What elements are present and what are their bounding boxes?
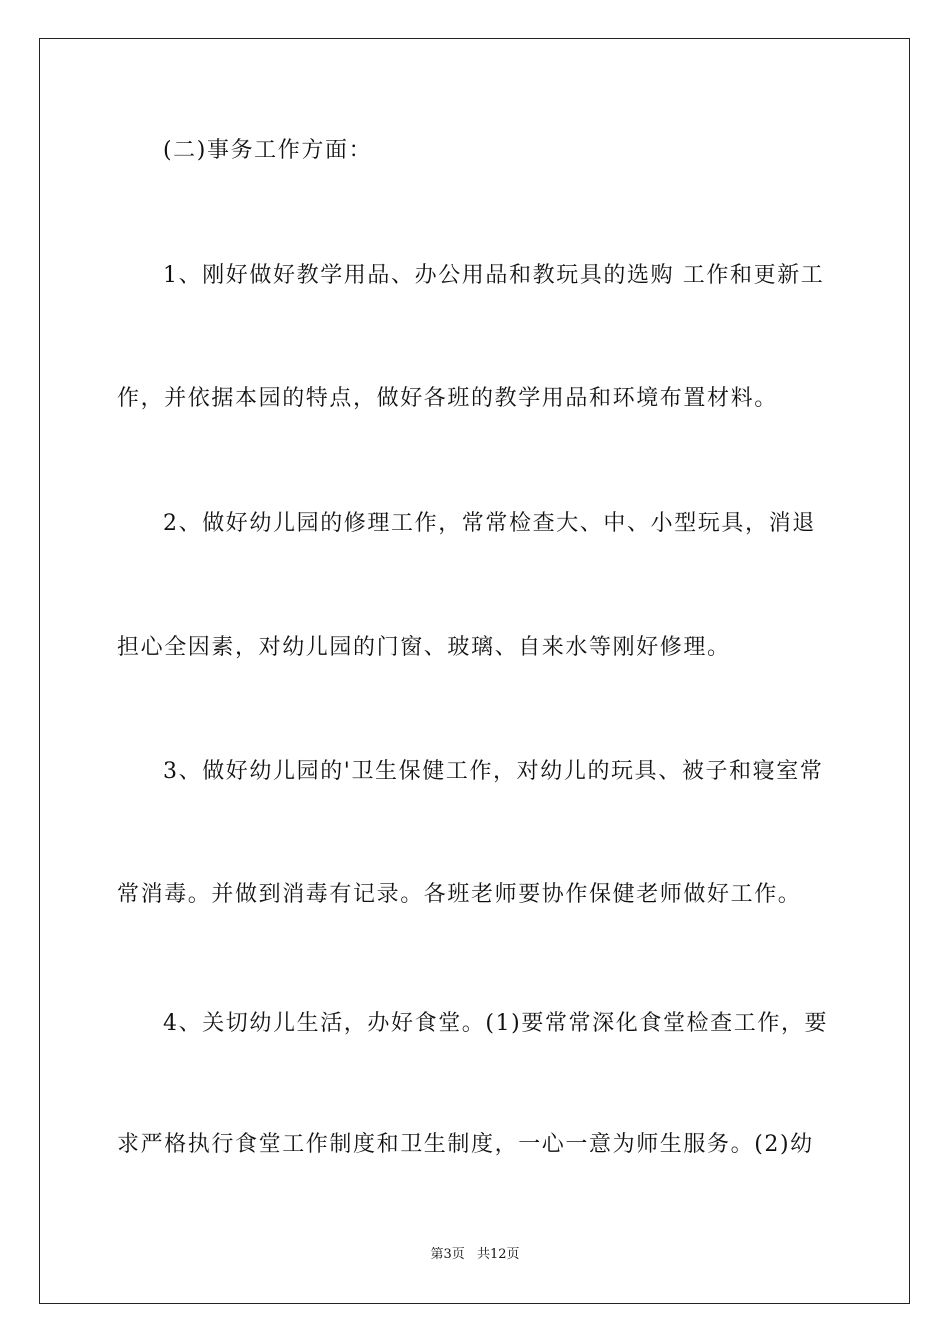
total-pages: 共12页 bbox=[476, 1247, 520, 1262]
paragraph-line: 常消毒。并做到消毒有记录。各班老师要协作保健老师做好工作。 bbox=[117, 882, 802, 907]
paragraph-line: 1、刚好做好教学用品、办公用品和教玩具的选购 工作和更新工 bbox=[163, 263, 825, 288]
paragraph-line: 求严格执行食堂工作制度和卫生制度，一心一意为师生服务。(2)幼 bbox=[117, 1132, 814, 1157]
paragraph-line: 4、关切幼儿生活，办好食堂。(1)要常常深化食堂检查工作，要 bbox=[163, 1011, 829, 1036]
page-footer bbox=[0, 1246, 950, 1264]
section-heading: (二)事务工作方面： bbox=[163, 138, 373, 163]
page-number: 第3页 bbox=[430, 1247, 465, 1262]
paragraph-line: 3、做好幼儿园的'卫生保健工作，对幼儿的玩具、被子和寝室常 bbox=[163, 759, 824, 784]
paragraph-line: 担心全因素，对幼儿园的门窗、玻璃、自来水等刚好修理。 bbox=[117, 635, 731, 660]
page-border bbox=[39, 38, 910, 1304]
paragraph-line: 2、做好幼儿园的修理工作，常常检查大、中、小型玩具，消退 bbox=[163, 511, 816, 536]
paragraph-line: 作，并依据本园的特点，做好各班的教学用品和环境布置材料。 bbox=[117, 386, 778, 411]
